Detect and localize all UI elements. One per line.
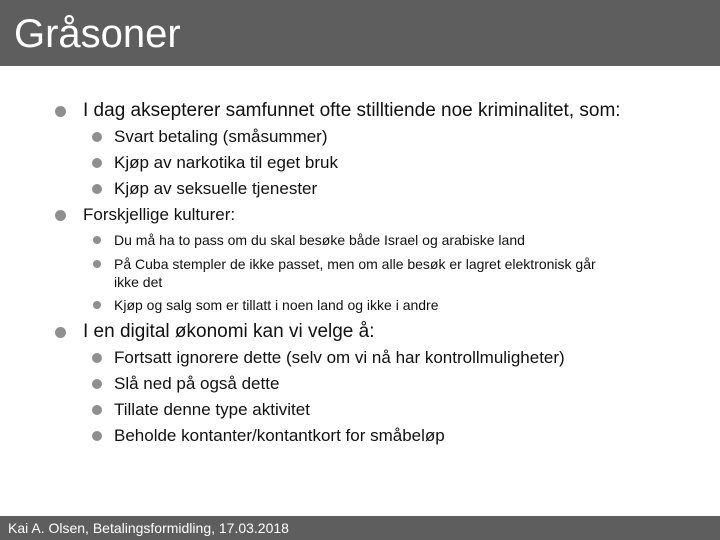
bullet-icon — [55, 327, 66, 338]
sub-bullet-text: Kjøp og salg som er tillatt i noen land og ikke i andre — [114, 297, 439, 313]
sub-bullet-text: Kjøp av narkotika til eget bruk — [114, 153, 338, 172]
sub-bullet-item — [0, 179, 720, 201]
bullet-icon — [92, 405, 102, 415]
sub-bullet-item — [0, 153, 720, 175]
bullet-text: I dag aksepterer samfunnet ofte stilltiende noe kriminalitet, som: — [83, 100, 621, 121]
sub-bullet-text: Tillate denne type aktivitet — [114, 400, 310, 419]
bullet-icon — [92, 132, 102, 142]
sub-bullet-item — [0, 127, 720, 149]
sub-bullet-item — [0, 231, 720, 249]
bullet-item — [0, 205, 720, 227]
bullet-icon — [92, 158, 102, 168]
bullet-icon — [55, 210, 66, 221]
bullet-icon — [55, 106, 66, 117]
sub-bullet-text: På Cuba stempler de ikke passet, men om alle besøk er lagret elektronisk går — [114, 256, 596, 272]
title-bar — [0, 0, 720, 66]
bullet-item — [0, 100, 720, 124]
slide-title: Gråsoner — [14, 12, 181, 56]
footer-bar — [0, 516, 720, 540]
sub-bullet-item — [0, 255, 720, 291]
bullet-icon — [93, 236, 101, 244]
bullet-icon — [92, 379, 102, 389]
sub-bullet-text: Svart betaling (småsummer) — [114, 127, 328, 146]
bullet-item — [0, 321, 720, 345]
bullet-icon — [93, 301, 101, 309]
sub-bullet-item — [0, 374, 720, 396]
sub-bullet-text-continued: ikke det — [114, 274, 163, 290]
sub-bullet-item — [0, 400, 720, 422]
bullet-text: Forskjellige kulturer: — [83, 205, 236, 224]
sub-bullet-text: Fortsatt ignorere dette (selv om vi nå har kontrollmuligheter) — [114, 348, 565, 367]
sub-bullet-item — [0, 426, 720, 448]
sub-bullet-text: Beholde kontanter/kontantkort for småbeløp — [114, 426, 445, 445]
footer-text: Kai A. Olsen, Betalingsformidling, 17.03.2018 — [8, 520, 289, 536]
sub-bullet-text: Du må ha to pass om du skal besøke både Israel og arabiske land — [114, 232, 525, 248]
sub-bullet-item — [0, 296, 720, 314]
bullet-icon — [92, 431, 102, 441]
sub-bullet-text: Kjøp av seksuelle tjenester — [114, 179, 318, 198]
bullet-text: I en digital økonomi kan vi velge å: — [83, 321, 375, 342]
sub-bullet-text: Slå ned på også dette — [114, 374, 280, 393]
bullet-icon — [92, 353, 102, 363]
sub-bullet-item — [0, 348, 720, 370]
bullet-icon — [93, 260, 101, 268]
bullet-icon — [92, 184, 102, 194]
